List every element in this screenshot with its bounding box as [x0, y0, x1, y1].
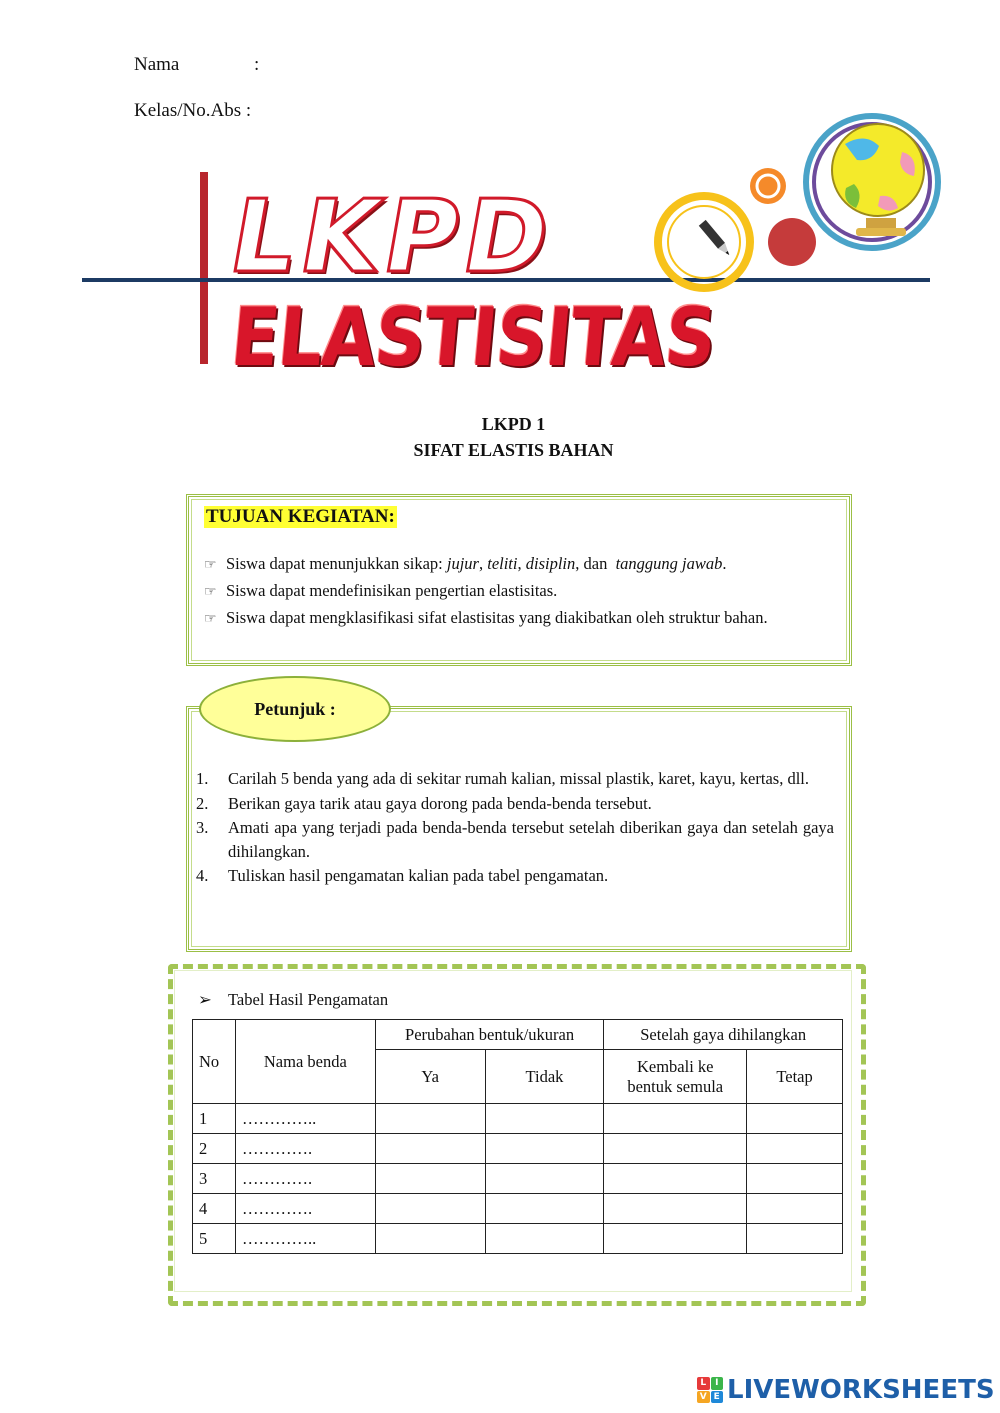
tujuan-title: TUJUAN KEGIATAN:: [206, 506, 395, 527]
row-no: 3: [193, 1164, 236, 1194]
row-no: 5: [193, 1224, 236, 1254]
cell-ya[interactable]: [375, 1134, 485, 1164]
step-number: 1.: [196, 769, 209, 788]
worksheet-number: LKPD 1: [481, 414, 546, 434]
worksheet-title: SIFAT ELASTIS BAHAN: [413, 440, 614, 460]
list-item: [204, 580, 844, 603]
observation-table: [192, 1019, 843, 1254]
header-ya: Ya: [375, 1050, 485, 1104]
nama-label: Nama: [134, 54, 180, 75]
header-no: No: [193, 1020, 236, 1104]
step-number: 4.: [196, 866, 209, 885]
row-no: 2: [193, 1134, 236, 1164]
cell-ya[interactable]: [375, 1104, 485, 1134]
step-text: Amati apa yang terjadi pada benda-benda tersebut setelah diberikan gaya dan setelah gaya dihilangkan.: [228, 818, 834, 861]
banner-red-bar: [200, 172, 208, 364]
orange-circle: [750, 168, 786, 204]
table-row: [193, 1104, 843, 1134]
cell-tidak[interactable]: [485, 1224, 604, 1254]
step-text: Berikan gaya tarik atau gaya dorong pada benda-benda tersebut.: [228, 793, 652, 813]
goal-text: Siswa dapat mengklasifikasi sifat elastisitas yang diakibatkan oleh struktur bahan.: [226, 608, 768, 627]
hand-pointing-icon: ☞: [204, 585, 217, 600]
row-nama[interactable]: ………….: [235, 1164, 375, 1194]
goal-text: Siswa dapat mendefinisikan pengertian elastisitas.: [226, 581, 558, 600]
nama-field: [134, 54, 179, 76]
liveworksheets-logo-icon: L I V E: [697, 1377, 723, 1403]
arrow-bullet-icon: ➢: [198, 990, 212, 1009]
globe-decoration: [640, 100, 950, 300]
step-number: 3.: [196, 818, 209, 837]
goal-text: Siswa dapat menunjukkan sikap: jujur, teliti, disiplin, dan tanggung jawab.: [226, 554, 727, 573]
table-caption-text: Tabel Hasil Pengamatan: [228, 990, 389, 1009]
red-circle: [768, 218, 816, 266]
cell-tidak[interactable]: [485, 1104, 604, 1134]
nama-colon: :: [254, 54, 260, 75]
header-kembali: Kembali ke bentuk semula: [604, 1050, 747, 1104]
cell-ya[interactable]: [375, 1164, 485, 1194]
tujuan-list: [204, 553, 844, 634]
row-nama[interactable]: …………..: [235, 1224, 375, 1254]
pencil-icon: [699, 220, 733, 258]
header-tetap: Tetap: [747, 1050, 843, 1104]
hand-pointing-icon: ☞: [204, 612, 217, 627]
row-nama[interactable]: ………….: [235, 1134, 375, 1164]
list-item: [196, 816, 834, 863]
step-text: Carilah 5 benda yang ada di sekitar rumah kalian, missal plastik, karet, kayu, kertas, dll.: [228, 769, 809, 788]
cell-kembali[interactable]: [604, 1224, 747, 1254]
row-no: 4: [193, 1194, 236, 1224]
table-caption: [198, 990, 388, 1010]
list-item: [204, 607, 844, 630]
row-nama[interactable]: ………….: [235, 1194, 375, 1224]
cell-tidak[interactable]: [485, 1194, 604, 1224]
table-row: [193, 1134, 843, 1164]
yellow-ring-inner: [668, 206, 740, 278]
step-text: Tuliskan hasil pengamatan kalian pada tabel pengamatan.: [228, 866, 609, 885]
liveworksheets-logo-text: LIVEWORKSHEETS: [727, 1375, 995, 1405]
cell-ya[interactable]: [375, 1224, 485, 1254]
cell-tetap[interactable]: [747, 1164, 843, 1194]
petunjuk-title: Petunjuk :: [199, 676, 391, 742]
row-nama[interactable]: …………..: [235, 1104, 375, 1134]
banner-subtitle: ELASTISITAS: [227, 290, 720, 385]
cell-kembali[interactable]: [604, 1164, 747, 1194]
petunjuk-steps: [196, 767, 834, 889]
list-item: [196, 792, 834, 816]
cell-tetap[interactable]: [747, 1224, 843, 1254]
kelas-label: Kelas/No.Abs :: [134, 100, 252, 121]
yellow-ring: [658, 196, 750, 288]
table-row: [193, 1164, 843, 1194]
row-no: 1: [193, 1104, 236, 1134]
list-item: [196, 864, 834, 888]
header-setelah: Setelah gaya dihilangkan: [604, 1020, 843, 1050]
cell-tetap[interactable]: [747, 1104, 843, 1134]
cell-tidak[interactable]: [485, 1164, 604, 1194]
table-row: [193, 1194, 843, 1224]
cell-kembali[interactable]: [604, 1194, 747, 1224]
header-nama-benda: Nama benda: [235, 1020, 375, 1104]
cell-tetap[interactable]: [747, 1194, 843, 1224]
cell-kembali[interactable]: [604, 1134, 747, 1164]
cell-tetap[interactable]: [747, 1134, 843, 1164]
cell-kembali[interactable]: [604, 1104, 747, 1134]
hand-pointing-icon: ☞: [204, 558, 217, 573]
cell-ya[interactable]: [375, 1194, 485, 1224]
header-tidak: Tidak: [485, 1050, 604, 1104]
step-number: 2.: [196, 793, 209, 813]
header-perubahan: Perubahan bentuk/ukuran: [375, 1020, 604, 1050]
table-row: [193, 1224, 843, 1254]
list-item: [204, 553, 844, 576]
banner-title: LKPD: [221, 178, 564, 295]
liveworksheets-logo[interactable]: [697, 1375, 995, 1405]
list-item: [196, 767, 834, 791]
cell-tidak[interactable]: [485, 1134, 604, 1164]
